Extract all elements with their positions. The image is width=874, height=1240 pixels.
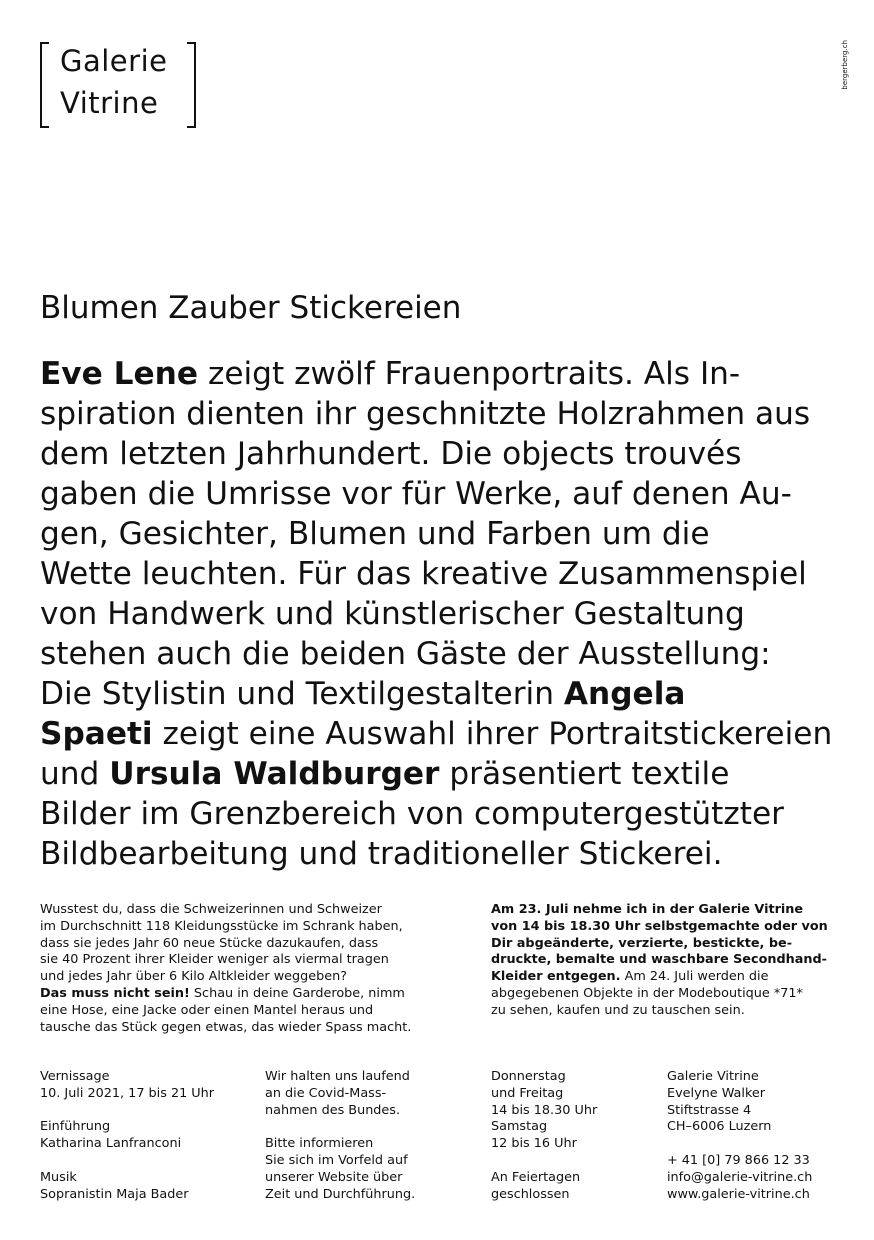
swap-event-paragraph: Am 23. Juli nehme ich in der Galerie Vitrine von 14 bis 18.30 Uhr selbstgemachte oder von Dir abgeänderte, verzierte, bestickte, be- druckte, bemalte und waschbare Secondhand- Kleider entgegen. Am 24. Juli werden die abgegebenen Objekte in der Modeboutique *71* zu sehen, kaufen und zu tauschen sein. bbox=[491, 902, 828, 1018]
footer-opening-hours: Donnerstag und Freitag 14 bis 18.30 Uhr Samstag 12 bis 16 Uhr An Feiertagen geschlossen bbox=[491, 1069, 598, 1202]
logo-bracket-left bbox=[40, 42, 49, 128]
guest-spaeti: Spaeti bbox=[40, 716, 153, 752]
footer-contact: Galerie Vitrine Evelyne Walker Stiftstrasse 4 CH–6006 Luzern + 41 [0] 79 866 12 33 info@galerie-vitrine.ch www.galerie-vitrine.ch bbox=[667, 1069, 813, 1202]
contact-email[interactable]: info@galerie-vitrine.ch bbox=[667, 1169, 813, 1185]
footer-covid-note: Wir halten uns laufend an die Covid-Mass- nahmen des Bundes. Bitte informieren Sie sich im Vorfeld auf unserer Website über Zeit und Durchführung. bbox=[265, 1069, 416, 1202]
contact-website[interactable]: www.galerie-vitrine.ch bbox=[667, 1186, 810, 1202]
contact-phone: + 41 [0] 79 866 12 33 bbox=[667, 1152, 810, 1168]
exhibition-title: Blumen Zauber Stickereien bbox=[40, 290, 462, 326]
gallery-logo bbox=[40, 42, 196, 126]
logo-bracket-right bbox=[187, 42, 196, 128]
clothing-facts-paragraph: Wusstest du, dass die Schweizerinnen und Schweizer im Durchschnitt 118 Kleidungsstücke im Schrank haben, dass sie jedes Jahr 60 neue Stücke dazukaufen, dass sie 40 Prozent ihrer Kleider weniger als viermal tragen und jedes Jahr über 6 Kilo Altkleider weggeben? Das muss nicht sein! Schau in deine Garderobe, nimm eine Hose, eine Jacke oder einen Mantel heraus und tausche das Stück gegen etwas, das wieder Spass macht. bbox=[40, 902, 412, 1035]
logo-line-1: Galerie bbox=[60, 44, 168, 78]
artist-eve-lene: Eve Lene bbox=[40, 356, 199, 392]
guest-angela: Angela bbox=[563, 676, 686, 712]
footer-event-info: Vernissage 10. Juli 2021, 17 bis 21 Uhr Einführung Katharina Lanfranconi Musik Sopranistin Maja Bader bbox=[40, 1069, 215, 1202]
design-credit: bergerberg.ch bbox=[841, 40, 849, 90]
logo-line-2: Vitrine bbox=[60, 86, 159, 120]
lead-paragraph: Eve Lene zeigt zwölf Frauenportraits. Als In- spiration dienten ihr geschnitzte Holzrahmen aus dem letzten Jahrhundert. Die objects trouvés gaben die Umrisse vor für Werke, auf denen Au- gen, Gesichter, Blumen und Farben um die Wette leuchten. Für das kreative Zusammenspiel von Handwerk und künstlerischer Gestaltung stehen auch die beiden Gäste der Ausstellung: Die Stylistin und Textilgestalterin Angela Spaeti zeigt eine Auswahl ihrer Portraitstickereien und Ursula Waldburger präsentiert textile Bilder im Grenzbereich von computergestützter Bildbearbeitung und traditioneller Stickerei. bbox=[40, 356, 833, 872]
guest-ursula-waldburger: Ursula Waldburger bbox=[109, 756, 440, 792]
